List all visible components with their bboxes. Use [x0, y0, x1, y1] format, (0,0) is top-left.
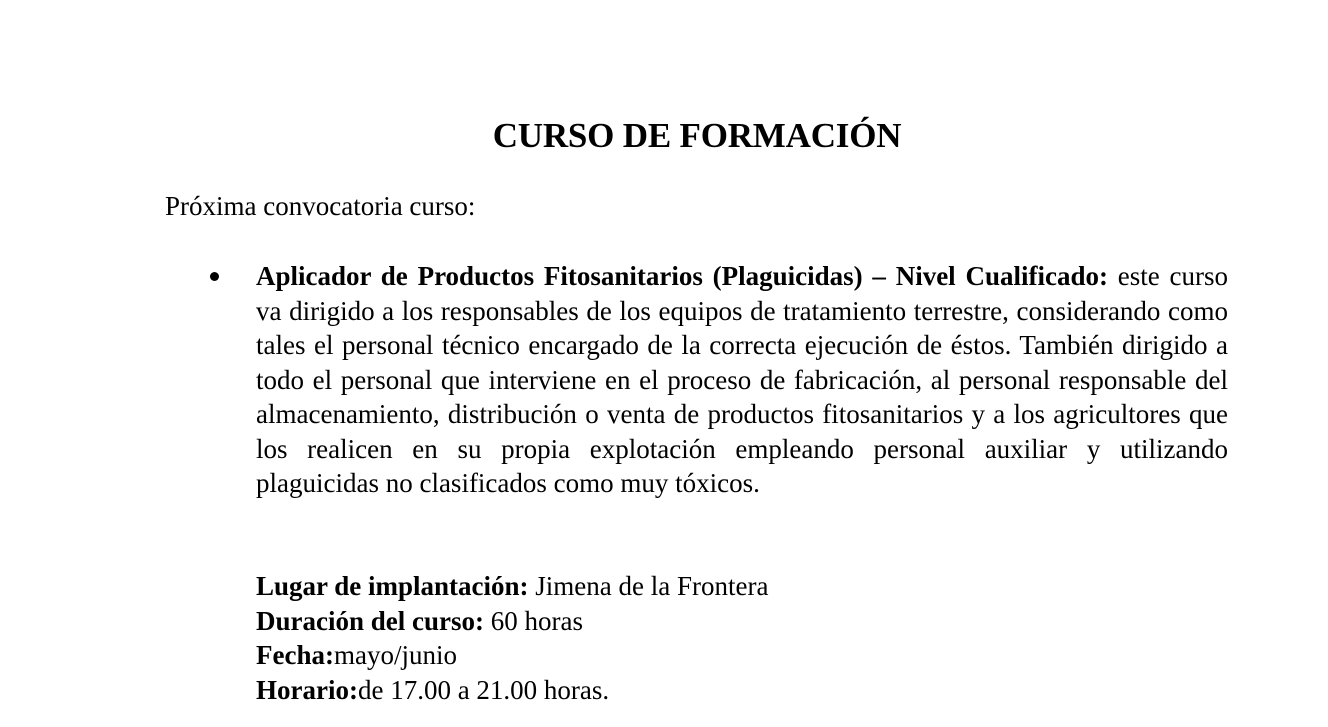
detail-date: [256, 638, 768, 673]
detail-label: Duración del curso:: [256, 605, 484, 636]
page-title: CURSO DE FORMACIÓN: [492, 116, 902, 155]
bullet-icon: [210, 272, 219, 281]
detail-schedule: [256, 673, 768, 708]
detail-label: Horario:: [256, 674, 358, 705]
detail-value: Jimena de la Frontera: [528, 571, 769, 601]
course-description: este curso va dirigido a los responsables de los equipos de tratamiento terrestre, considerando como tales el personal técnico encargado de la correcta ejecución de éstos. También dirigido a todo el personal que interviene en el proceso de fabricación, al personal responsable del almacenamiento, distribución o venta de productos fitosanitarios y a los agricultores que los realicen en su propia explotación empleando personal auxiliar y utilizando plaguicidas no clasificados como muy tóxicos.: [256, 261, 1228, 498]
detail-value: mayo/junio: [333, 640, 457, 670]
intro-text: Próxima convocatoria curso:: [165, 191, 476, 221]
detail-value: 60 horas: [483, 605, 583, 636]
detail-value: de 17.00 a 21.00 horas.: [357, 674, 610, 705]
detail-label: Fecha:: [256, 640, 334, 670]
detail-duration: [256, 604, 768, 639]
detail-location: [256, 569, 768, 604]
course-paragraph: [256, 259, 1228, 501]
course-name: Aplicador de Productos Fitosanitarios (Plaguicidas) – Nivel Cualificado:: [256, 261, 1108, 291]
detail-label: Lugar de implantación:: [256, 571, 529, 601]
course-details: [256, 569, 768, 707]
